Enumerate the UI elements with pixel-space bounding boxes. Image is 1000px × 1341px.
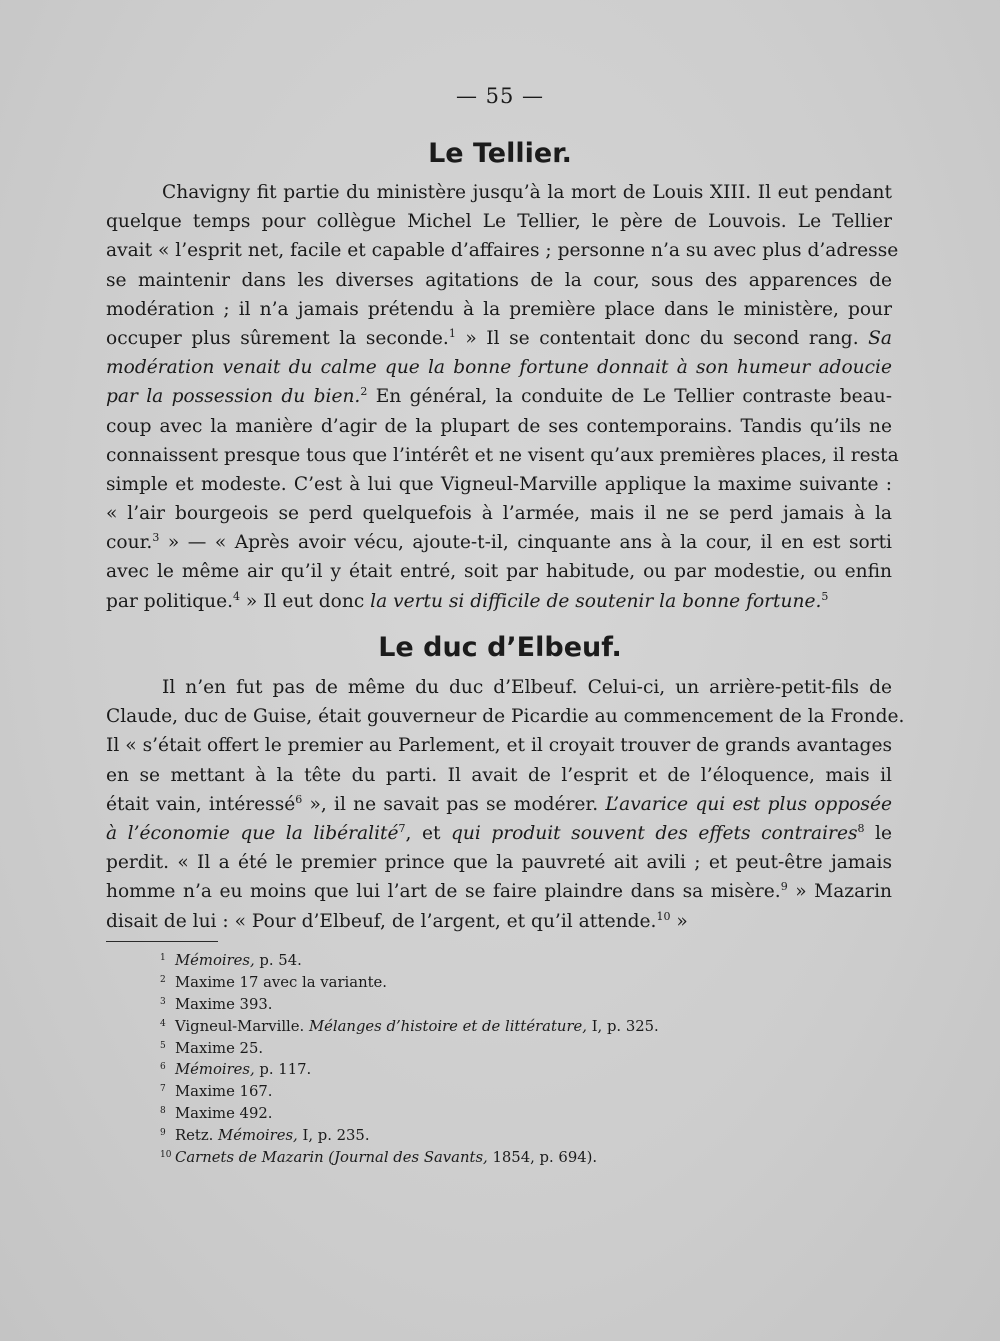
- footnote: 3 Maxime 393.: [160, 995, 273, 1013]
- footnote-ref: 4: [233, 589, 240, 603]
- footnote-ref: 10: [656, 909, 671, 923]
- footnote-italic: Mémoires,: [175, 952, 255, 969]
- text-line: quelque temps pour collègue Michel Le Tellier, le père de Louvois. Le Tellier: [106, 211, 892, 233]
- text-run: , et: [405, 822, 451, 844]
- footnote: 2 Maxime 17 avec la variante.: [160, 973, 388, 991]
- text-run: disait de lui : « Pour d’Elbeuf, de l’argent, et qu’il attende.: [106, 910, 657, 932]
- text-line: coup avec la manière d’agir de la plupart de ses contemporains. Tandis qu’ils ne: [106, 415, 892, 437]
- footnote-divider: [106, 941, 218, 942]
- text-run: » Il eut donc: [240, 590, 371, 612]
- italic-text: qui produit souvent des effets contraires: [450, 822, 858, 844]
- footnote-text: Maxime 492.: [175, 1105, 273, 1123]
- text-line: Il « s’était offert le premier au Parlement, et il croyait trouver de grands avantages: [106, 735, 892, 757]
- italic-text: à l’économie que la libéralité: [106, 822, 399, 844]
- footnote: 6 Mémoires, p. 117.: [160, 1061, 312, 1079]
- text-line: perdit. « Il a été le premier prince que la pauvreté ait avili ; et peut-être jamais: [106, 852, 892, 874]
- text-line: [106, 324, 892, 353]
- section-title-le-tellier: Le Tellier.: [428, 138, 572, 169]
- footnote-ref: 3: [152, 531, 160, 545]
- footnote: 9 Retz. Mémoires, I, p. 235.: [160, 1127, 370, 1145]
- text-run: occuper plus sûrement la seconde.: [106, 327, 449, 349]
- footnote-ref: 8: [857, 821, 865, 835]
- footnote-italic: Mélanges d’histoire et de littérature,: [308, 1017, 587, 1035]
- footnote-ref: 7: [398, 821, 406, 835]
- text-line: [106, 528, 892, 557]
- text-line: avec le même air qu’il y était entré, soit par habitude, ou par modestie, ou enfin: [106, 561, 892, 583]
- footnote-ref: 2: [360, 385, 368, 399]
- italic-text: Sa: [868, 327, 892, 349]
- footnote-text: I, p. 235.: [297, 1127, 370, 1145]
- footnotes: [160, 950, 720, 1169]
- text-line: [106, 382, 892, 411]
- footnote-prefix: Vigneul-Marville.: [175, 1017, 309, 1035]
- page-number: — 55 —: [455, 84, 545, 108]
- text-line: se maintenir dans les diverses agitations de la cour, sous des apparences de: [106, 269, 892, 291]
- footnote: 8 Maxime 492.: [160, 1105, 273, 1123]
- text-line: connaissent presque tous que l’intérêt et ne visent qu’aux premières places, il resta: [106, 444, 899, 466]
- footnote-italic: Mémoires,: [175, 1061, 255, 1079]
- text-run: homme n’a eu moins que lui l’art de se faire plaindre dans sa misère.: [106, 881, 781, 903]
- footnote-ref: 5: [821, 589, 829, 603]
- text-run: par politique.: [106, 590, 233, 612]
- text-run: était vain, intéressé: [106, 793, 296, 815]
- text-run: » — « Après avoir vécu, ajoute-t-il, cinquante ans à la cour, il en est sorti: [159, 532, 892, 554]
- text-line: avait « l’esprit net, facile et capable d’affaires ; personne n’a su avec plus d’adresse: [106, 240, 899, 262]
- footnote-ref: 6: [295, 792, 303, 806]
- footnote-italic: Carnets de Mazarin (Journal des Savants,: [175, 1149, 488, 1167]
- text-line: [106, 587, 892, 616]
- italic-text: modération venait du calme que la bonne fortune donnait à son humeur adoucie: [106, 357, 892, 379]
- footnote-text: Maxime 393.: [175, 995, 273, 1013]
- paragraph-le-tellier: [106, 178, 899, 616]
- footnote-text: I, p. 325.: [586, 1017, 659, 1035]
- section-title-duc-d-elbeuf: Le duc d’Elbeuf.: [378, 632, 622, 663]
- text-line: Chavigny fit partie du ministère jusqu’à la mort de Louis XIII. Il eut pendant: [162, 182, 892, 203]
- text-run: cour.: [106, 532, 153, 554]
- footnote-text: 1854, p. 694).: [487, 1149, 598, 1167]
- text-line: « l’air bourgeois se perd quelquefois à l’armée, mais il ne se perd jamais à la: [106, 503, 892, 525]
- footnote-text: p. 117.: [254, 1061, 312, 1079]
- italic-text: la vertu si difficile de soutenir la bonne fortune.: [370, 590, 822, 612]
- footnote-ref: 9: [780, 880, 788, 894]
- footnote-italic: Mémoires,: [218, 1127, 298, 1145]
- italic-text: L’avarice qui est plus opposée: [605, 793, 892, 815]
- text-line: simple et modeste. C’est à lui que Vigneul-Marville applique la maxime suivante :: [106, 473, 892, 495]
- text-run: En général, la conduite de Le Tellier contraste beau-: [367, 386, 892, 408]
- footnote-prefix: Retz.: [175, 1127, 219, 1145]
- text-line: en se mettant à la tête du parti. Il avait de l’esprit et de l’éloquence, mais il: [106, 764, 892, 786]
- italic-text: par la possession du bien.: [106, 386, 361, 408]
- text-run: »: [670, 910, 688, 932]
- footnote: 1 Mémoires, p. 54.: [160, 952, 302, 969]
- paragraph-duc-d-elbeuf: [106, 673, 905, 936]
- text-line: Il n’en fut pas de même du duc d’Elbeuf. Celui-ci, un arrière-petit-fils de: [162, 677, 892, 698]
- text-line: [106, 819, 892, 848]
- text-line: modération ; il n’a jamais prétendu à la première place dans le ministère, pour: [106, 298, 892, 320]
- text-line: [106, 790, 892, 819]
- text-line: [106, 353, 892, 382]
- footnote-text: Maxime 25.: [175, 1039, 264, 1057]
- footnote-text: Maxime 17 avec la variante.: [175, 973, 388, 991]
- footnote-text: Maxime 167.: [175, 1083, 273, 1101]
- footnote: 7 Maxime 167.: [160, 1083, 273, 1101]
- text-run: », il ne savait pas se modérer.: [302, 793, 606, 815]
- text-line: [106, 877, 892, 906]
- text-run: » Mazarin: [787, 881, 892, 903]
- footnote-text: p. 54.: [254, 952, 302, 969]
- text-line: [106, 907, 892, 936]
- footnote: 5 Maxime 25.: [160, 1039, 264, 1057]
- text-run: le: [864, 822, 892, 844]
- footnote-ref: 1: [448, 326, 456, 340]
- footnote: 10 Carnets de Mazarin (Journal des Savants, 1854, p. 694).: [160, 1149, 598, 1167]
- text-run: » Il se contentait donc du second rang.: [455, 327, 869, 349]
- footnote: 4 Vigneul-Marville. Mélanges d’histoire et de littérature, I, p. 325.: [160, 1017, 659, 1035]
- text-line: Claude, duc de Guise, était gouverneur de Picardie au commencement de la Fronde.: [106, 706, 905, 728]
